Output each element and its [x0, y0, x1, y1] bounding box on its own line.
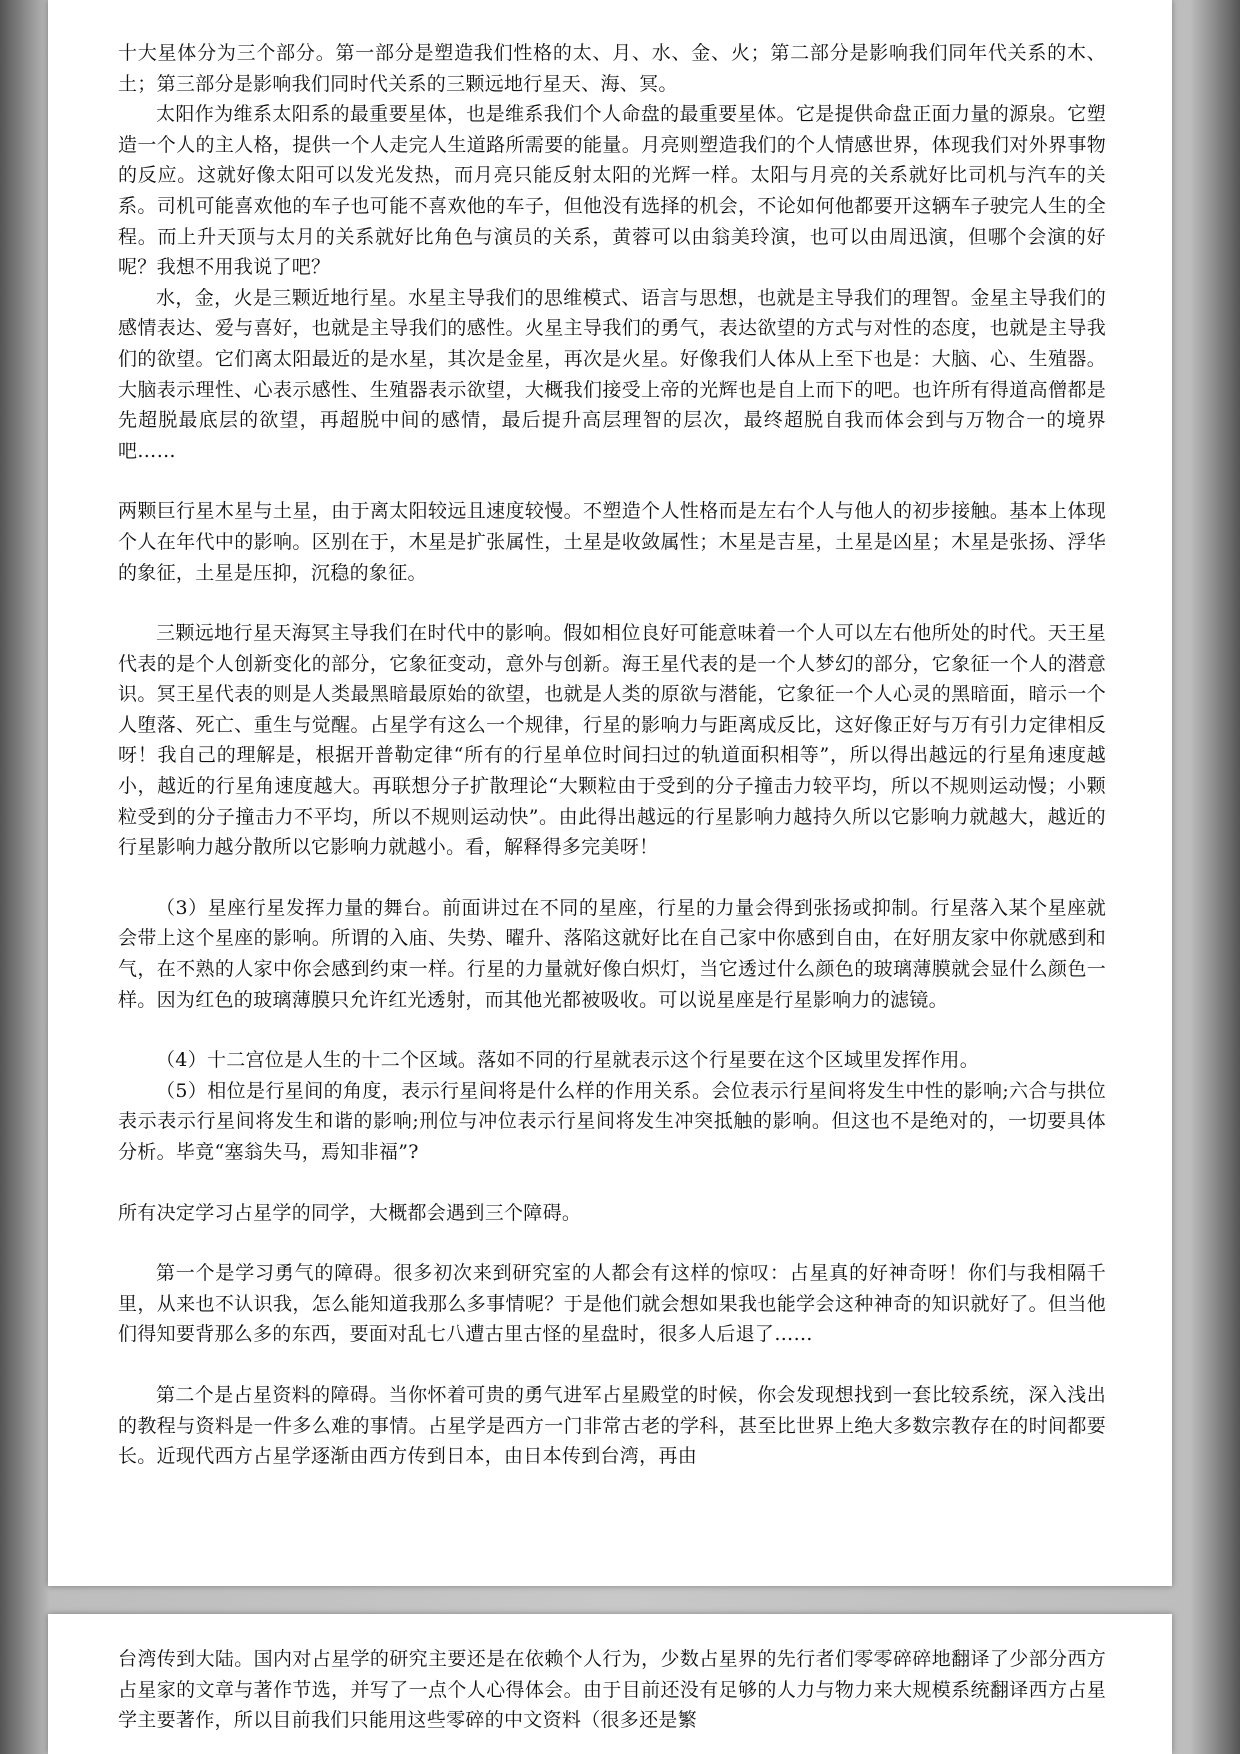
- paragraph-inner-planets: 水，金，火是三颗近地行星。水星主导我们的思维模式、语言与思想，也就是主导我们的理智。金星主导我们的感情表达、爱与喜好，也就是主导我们的感性。火星主导我们的勇气，表达欲望的方式与对性的态度，也就是主导我们的欲望。它们离太阳最近的是水星，其次是金星，再次是火星。好像我们人体从上至下也是：大脑、心、生殖器。大脑表示理性、心表示感性、生殖器表示欲望，大概我们接受上帝的光辉也是自上而下的吧。也许所有得道高僧都是先超脱最底层的欲望，再超脱中间的感情，最后提升高层理智的层次，最终超脱自我而体会到与万物合一的境界吧……: [118, 286, 1106, 462]
- paragraph-outer-planets: 三颗远地行星天海冥主导我们在时代中的影响。假如相位良好可能意味着一个人可以左右他所处的时代。天王星代表的是个人创新变化的部分，它象征变动，意外与创新。海王星代表的是一个人梦幻的部分，它象征一个人的潜意识。冥王星代表的则是人类最黑暗最原始的欲望，也就是人类的原欲与潜能，它象征一个人心灵的黑暗面，暗示一个人堕落、死亡、重生与觉醒。占星学有这么一个规律，行星的影响力与距离成反比，这好像正好与万有引力定律相反呀！我自己的理解是，根据开普勒定律“所有的行星单位时间扫过的轨道面积相等”，所以得出越远的行星角速度越小，越近的行星角速度越大。再联想分子扩散理论“大颗粒由于受到的分子撞击力较平均，所以不规则运动慢；小颗粒受到的分子撞击力不平均，所以不规则运动快”。由此得出越远的行星影响力越持久所以它影响力就越大，越近的行星影响力越分散所以它影响力就越小。看，解释得多完美呀！: [118, 622, 1106, 859]
- paragraph-signs: （3）星座行星发挥力量的舞台。前面讲过在不同的星座，行星的力量会得到张扬或抑制。行星落入某个星座就会带上这个星座的影响。所谓的入庙、失势、曜升、落陷这就好比在自己家中你感到自由，在好朋友家中你就感到和气，在不熟的人家中你会感到约束一样。行星的力量就好像白炽灯，当它透过什么颜色的玻璃薄膜就会显什么颜色一样。因为红色的玻璃薄膜只允许红光透射，而其他光都被吸收。可以说星座是行星影响力的滤镜。: [118, 896, 1106, 1011]
- document-page-2: [48, 1614, 1172, 1754]
- document-page-1: [48, 0, 1172, 1586]
- paragraph-sun-moon: 太阳作为维系太阳系的最重要星体，也是维系我们个人命盘的最重要星体。它是提供命盘正面力量的源泉。它塑造一个人的主人格，提供一个人走完人生道路所需要的能量。月亮则塑造我们的个人情感世界，体现我们对外界事物的反应。这就好像太阳可以发光发热，而月亮只能反射太阳的光辉一样。太阳与月亮的关系就好比司机与汽车的关系。司机可能喜欢他的车子也可能不喜欢他的车子，但他没有选择的机会，不论如何他都要开这辆车子驶完人生的全程。而上升天顶与太月的关系就好比角色与演员的关系，黄蓉可以由翁美玲演，也可以由周迅演，但哪个会演的好呢？我想不用我说了吧？: [118, 103, 1106, 279]
- paragraph-star-groups: 十大星体分为三个部分。第一部分是塑造我们性格的太、月、水、金、火；第二部分是影响我们同年代关系的木、土；第三部分是影响我们同时代关系的三颗远地行星天、海、冥。: [118, 42, 1106, 95]
- paragraph-three-obstacles: 所有决定学习占星学的同学，大概都会遇到三个障碍。: [118, 1201, 582, 1224]
- paragraph-obstacle-materials: 第二个是占星资料的障碍。当你怀着可贵的勇气进军占星殿堂的时候，你会发现想找到一套比较系统，深入浅出的教程与资料是一件多么难的事情。占星学是西方一门非常古老的学科，甚至比世界上绝大多数宗教存在的时间都要长。近现代西方占星学逐渐由西方传到日本，由日本传到台湾，再由: [118, 1383, 1106, 1468]
- paragraph-aspects: （5）相位是行星间的角度，表示行星间将是什么样的作用关系。会位表示行星间将发生中性的影响;六合与拱位表示表示行星间将发生和谐的影响;刑位与冲位表示行星间将发生冲突抵触的影响。但这也不是绝对的，一切要具体分析。毕竟“塞翁失马，焉知非福”?: [118, 1079, 1106, 1163]
- paragraph-houses: （4）十二宫位是人生的十二个区域。落如不同的行星就表示这个行星要在这个区域里发挥作用。: [156, 1049, 979, 1072]
- paragraph-continued: 台湾传到大陆。国内对占星学的研究主要还是在依赖个人行为，少数占星界的先行者们零零碎碎地翻译了少部分西方占星家的文章与著作节选，并写了一点个人心得体会。由于目前还没有足够的人力与物力来大规模系统翻译西方占星学主要著作，所以目前我们只能用这些零碎的中文资料（很多还是繁: [118, 1648, 1106, 1732]
- paragraph-jupiter-saturn: 两颗巨行星木星与土星，由于离太阳较远且速度较慢。不塑造个人性格而是左右个人与他人的初步接触。基本上体现个人在年代中的影响。区别在于，木星是扩张属性，土星是收敛属性；木星是吉星，土星是凶星；木星是张扬、浮华的象征，土星是压抑，沉稳的象征。: [118, 500, 1106, 584]
- paragraph-obstacle-courage: 第一个是学习勇气的障碍。很多初次来到研究室的人都会有这样的惊叹：占星真的好神奇呀！你们与我相隔千里，从来也不认识我，怎么能知道我那么多事情呢？于是他们就会想如果我也能学会这种神奇的知识就好了。但当他们得知要背那么多的东西，要面对乱七八遭古里古怪的星盘时，很多人后退了……: [118, 1262, 1106, 1346]
